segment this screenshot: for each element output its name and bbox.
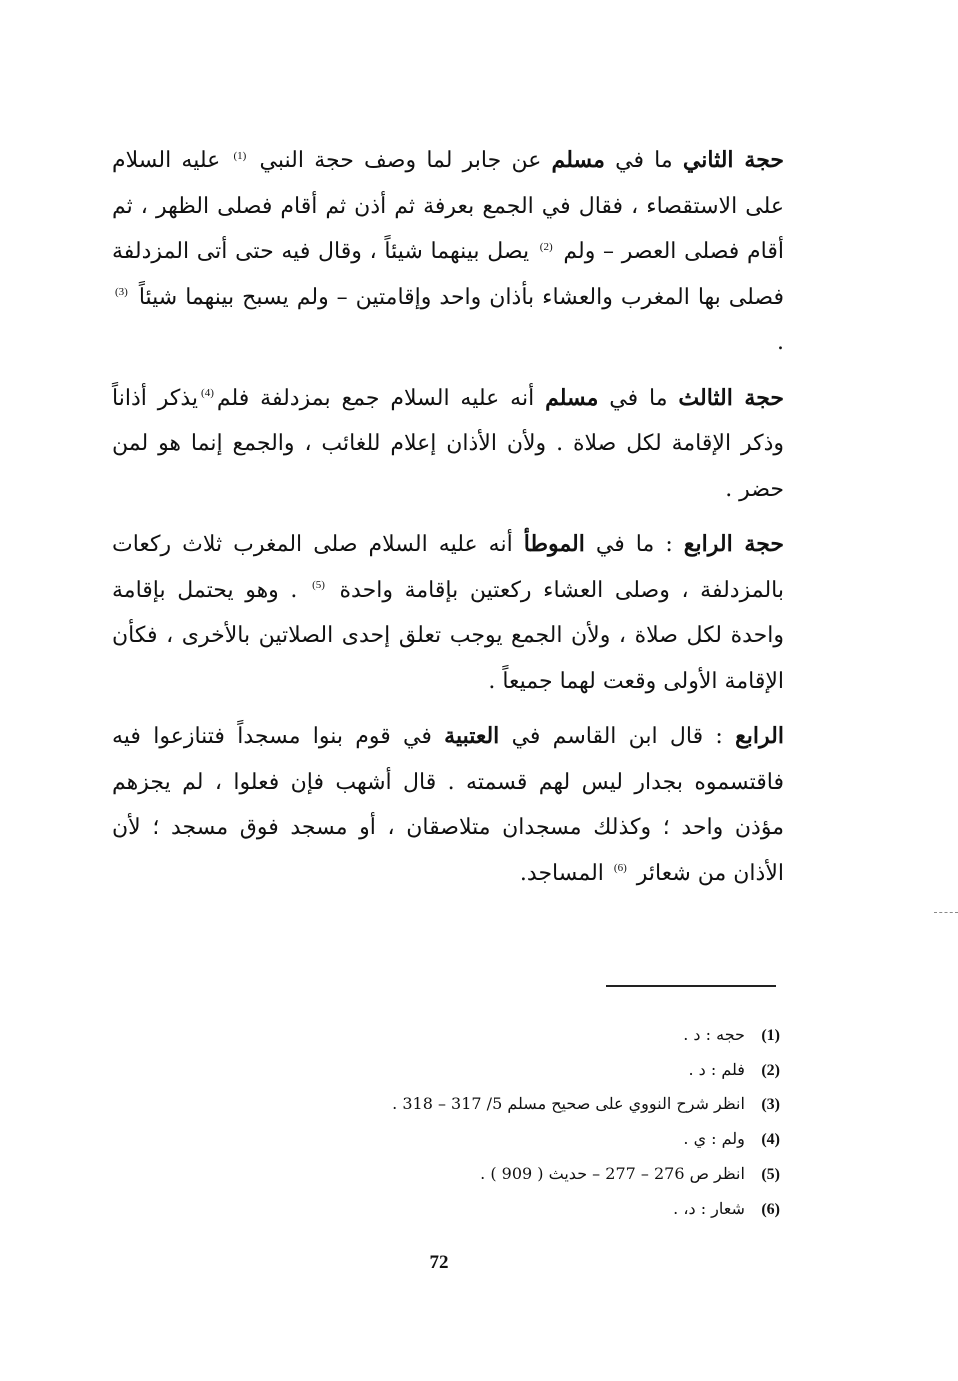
footnote-item bbox=[250, 1122, 780, 1157]
footnote-marker: (6) bbox=[613, 862, 627, 875]
paragraph-text: المساجد. bbox=[519, 860, 611, 886]
main-text-body bbox=[112, 138, 784, 906]
footnote-marker: (2) bbox=[539, 240, 553, 253]
paragraph-text: ما في bbox=[604, 148, 683, 173]
source-title: مسلم bbox=[551, 147, 605, 173]
source-title: العتبية bbox=[444, 723, 500, 749]
paragraph-text: عليه السلام على الاستقصاء ، فقال في الجمع بعرفة ثم أذن ثم أقام فصلى الظهر ، ثم أقام فصلى العصر – ولم bbox=[112, 148, 784, 264]
footnote-item bbox=[250, 1157, 780, 1192]
footnote-number: (1) bbox=[761, 1027, 780, 1044]
paragraph-text: في قوم بنوا مسجداً فتنازعوا فيه فاقتسموه بجدار ليس لهم قسمته . قال أشهب فإن فعلوا ، لم يجزهم مؤذن واحد ؛ وكذلك مسجدان متلاصقان ، أو مسجد فوق مسجد ؛ لأن الأذان من شعائر bbox=[112, 724, 784, 886]
footnote-text: انظر شرح النووي على صحيح مسلم 5/ 317 – 318 . bbox=[392, 1094, 745, 1114]
page-number: 72 bbox=[429, 1252, 449, 1273]
footnote-marker: (5) bbox=[312, 579, 325, 592]
paragraph-text: ما في bbox=[598, 385, 679, 411]
footnote-item bbox=[250, 1192, 780, 1227]
paragraph bbox=[112, 714, 784, 896]
footnote-number: (5) bbox=[761, 1165, 780, 1183]
footnotes-section bbox=[250, 1018, 780, 1226]
footnote-number: (4) bbox=[761, 1131, 780, 1149]
paragraph-text: : قال ابن القاسم في bbox=[499, 724, 736, 749]
footnote-marker: (4) bbox=[201, 387, 214, 400]
paragraph-lead-heading: الرابع bbox=[735, 723, 784, 749]
footnote-marker: (3) bbox=[115, 286, 128, 299]
paragraph-text: أنه عليه السلام جمع بمزدلفة فلم bbox=[216, 385, 546, 411]
paragraph-lead-heading: حجة الثالث bbox=[678, 384, 785, 411]
paragraph-text: : ما في bbox=[584, 532, 684, 557]
paragraph bbox=[112, 138, 784, 366]
scan-edge-mark bbox=[934, 912, 958, 913]
footnote-text: فلم : د . bbox=[688, 1059, 745, 1079]
footnote-number: (2) bbox=[761, 1061, 780, 1079]
source-title: الموطأ bbox=[523, 531, 585, 557]
footnote-text: ولم : ي . bbox=[683, 1129, 745, 1149]
source-title: مسلم bbox=[545, 384, 599, 411]
footnote-item bbox=[250, 1018, 780, 1053]
footnote-item bbox=[250, 1087, 780, 1122]
paragraph-text: أنه عليه السلام صلى المغرب ثلاث ركعات بالمزدلفة ، وصلى العشاء ركعتين بإقامة واحدة bbox=[112, 532, 784, 603]
footnote-text: حجه : د . bbox=[683, 1025, 745, 1044]
paragraph-text: يذكر أذاناً وذكر الإقامة لكل صلاة . ولأن الأذان إعلام للغائب ، والجمع إنما هو لمن حضر . bbox=[112, 385, 784, 502]
footnote-marker: (1) bbox=[233, 149, 247, 162]
footnote-item bbox=[250, 1053, 780, 1088]
paragraph-text: . bbox=[777, 330, 784, 355]
footnote-number: (3) bbox=[761, 1096, 780, 1114]
paragraph-text: يصل بينهما شيئاً ، وقال فيه حتى أتى المزدلفة فصلى بها المغرب والعشاء بأذان واحد وإقامتين – ولم يسبح بينهما شيئاً bbox=[112, 239, 784, 310]
footnote-text: انظر ص 276 – 277 – حديث ( 909 ) . bbox=[480, 1163, 745, 1183]
footnote-text: شعار : د، . bbox=[673, 1198, 745, 1218]
footnote-separator-rule bbox=[606, 985, 776, 987]
paragraph-lead-heading: حجة الرابع bbox=[683, 531, 784, 557]
paragraph-text: عن جابر لما وصف حجة النبي bbox=[249, 148, 552, 173]
paragraph-text: . وهو يحتمل بإقامة واحدة لكل صلاة ، ولأن الجمع يوجب تعلق إحدى الصلاتين بالأخرى ، فكأن الإقامة الأولى وقعت لهما جميعاً . bbox=[112, 577, 784, 694]
footnote-number: (6) bbox=[761, 1200, 780, 1218]
paragraph bbox=[112, 376, 784, 513]
paragraph-lead-heading: حجة الثاني bbox=[682, 147, 785, 173]
paragraph bbox=[112, 522, 784, 704]
